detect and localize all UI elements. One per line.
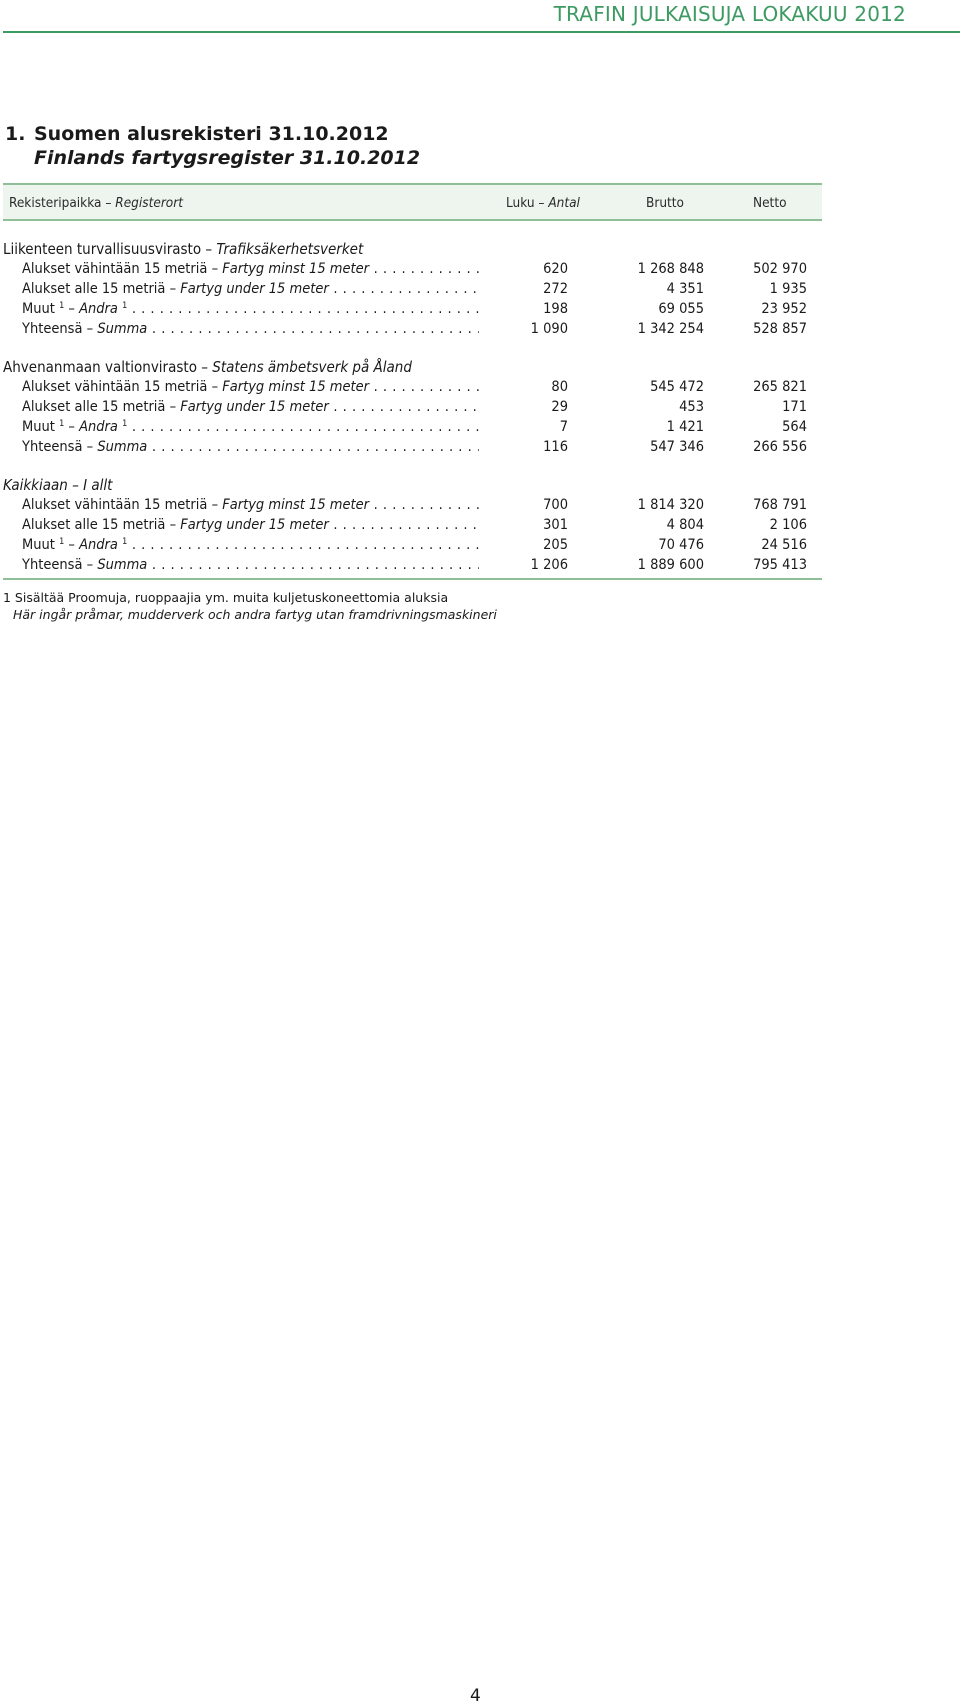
table-row xyxy=(3,437,822,457)
cell-netto: 795 413 xyxy=(753,557,807,573)
section-title xyxy=(5,122,420,170)
row-label: Yhteensä – Summa . . . xyxy=(22,555,479,575)
footnote xyxy=(3,589,497,623)
row-label: Alukset alle 15 metriä – Fartyg under 15 meter . . . xyxy=(22,515,479,535)
cell-netto: 564 xyxy=(782,419,807,435)
cell-brutto: 545 472 xyxy=(650,379,704,395)
cell-netto: 23 952 xyxy=(761,301,807,317)
cell-netto: 266 556 xyxy=(753,439,807,455)
cell-luku: 301 xyxy=(543,517,568,533)
cell-brutto: 547 346 xyxy=(650,439,704,455)
cell-brutto: 70 476 xyxy=(658,537,704,553)
table-row xyxy=(3,259,822,279)
section-number: 1. xyxy=(5,123,26,145)
cell-luku: 272 xyxy=(543,281,568,297)
footnote-fi: 1 Sisältää Proomuja, ruoppaajia ym. muita kuljetuskoneettomia aluksia xyxy=(3,590,449,605)
cell-netto: 528 857 xyxy=(753,321,807,337)
row-label: Alukset vähintään 15 metriä – Fartyg minst 15 meter . . . xyxy=(22,259,479,279)
row-label: Alukset vähintään 15 metriä – Fartyg minst 15 meter . . . xyxy=(22,377,479,397)
cell-netto: 502 970 xyxy=(753,261,807,277)
table-row xyxy=(3,397,822,417)
publication-header-title: TRAFIN JULKAISUJA LOKAKUU 2012 xyxy=(553,2,906,26)
page-number: 4 xyxy=(470,1686,481,1706)
row-label: Muut $^1$ – Andra $^1$ . . . xyxy=(22,417,479,437)
table-row xyxy=(3,555,822,575)
row-label: Muut $^1$ – Andra $^1$ . . . xyxy=(22,299,479,319)
cell-netto: 24 516 xyxy=(761,537,807,553)
cell-brutto: 4 351 xyxy=(666,281,704,297)
column-header-luku: Luku – Antal xyxy=(506,195,580,211)
cell-luku: 620 xyxy=(543,261,568,277)
cell-luku: 7 xyxy=(559,419,568,435)
table-bottom-rule xyxy=(3,578,822,580)
cell-brutto: 1 268 848 xyxy=(637,261,704,277)
section-title-fi: Suomen alusrekisteri 31.10.2012 xyxy=(34,123,389,145)
cell-brutto: 4 804 xyxy=(666,517,704,533)
cell-brutto: 1 814 320 xyxy=(637,497,704,513)
row-label: Yhteensä – Summa . . . xyxy=(22,319,479,339)
cell-luku: 198 xyxy=(543,301,568,317)
row-label: Muut $^1$ – Andra $^1$ . . . xyxy=(22,535,479,555)
table-row xyxy=(3,515,822,535)
group-title: Ahvenanmaan valtionvirasto – Statens ämbetsverk på Åland xyxy=(3,358,412,376)
column-header-netto: Netto xyxy=(753,195,787,211)
footnote-sv: Här ingår pråmar, mudderverk och andra fartyg utan framdrivningsmaskineri xyxy=(13,607,497,622)
cell-luku: 116 xyxy=(543,439,568,455)
cell-netto: 171 xyxy=(782,399,807,415)
row-label: Alukset alle 15 metriä – Fartyg under 15 meter . . . xyxy=(22,279,479,299)
section-title-sv: Finlands fartygsregister 31.10.2012 xyxy=(34,147,421,169)
header-rule xyxy=(3,31,960,33)
column-header-registerort: Rekisteripaikka – Registerort xyxy=(9,195,183,211)
table-body xyxy=(3,239,822,575)
cell-luku: 80 xyxy=(551,379,568,395)
cell-luku: 1 206 xyxy=(530,557,568,573)
table-header xyxy=(3,183,822,221)
cell-netto: 1 935 xyxy=(769,281,807,297)
table-row xyxy=(3,279,822,299)
table-row xyxy=(3,535,822,555)
register-table xyxy=(3,183,822,580)
table-row xyxy=(3,319,822,339)
row-label: Yhteensä – Summa . . . xyxy=(22,437,479,457)
cell-brutto: 1 342 254 xyxy=(637,321,704,337)
table-group xyxy=(3,475,822,575)
table-group xyxy=(3,239,822,339)
cell-brutto: 69 055 xyxy=(658,301,704,317)
row-label: Alukset vähintään 15 metriä – Fartyg minst 15 meter . . . xyxy=(22,495,479,515)
table-group xyxy=(3,357,822,457)
table-row xyxy=(3,377,822,397)
cell-brutto: 453 xyxy=(679,399,704,415)
column-header-brutto: Brutto xyxy=(646,195,684,211)
cell-luku: 205 xyxy=(543,537,568,553)
table-row xyxy=(3,417,822,437)
table-row xyxy=(3,299,822,319)
cell-brutto: 1 421 xyxy=(666,419,704,435)
cell-netto: 2 106 xyxy=(769,517,807,533)
group-title: Liikenteen turvallisuusvirasto – Trafiksäkerhetsverket xyxy=(3,240,364,258)
cell-luku: 700 xyxy=(543,497,568,513)
cell-netto: 768 791 xyxy=(753,497,807,513)
cell-netto: 265 821 xyxy=(753,379,807,395)
table-row xyxy=(3,495,822,515)
row-label: Alukset alle 15 metriä – Fartyg under 15 meter . . . xyxy=(22,397,479,417)
group-title: Kaikkiaan – I allt xyxy=(3,476,113,494)
cell-luku: 29 xyxy=(551,399,568,415)
cell-luku: 1 090 xyxy=(530,321,568,337)
cell-brutto: 1 889 600 xyxy=(637,557,704,573)
